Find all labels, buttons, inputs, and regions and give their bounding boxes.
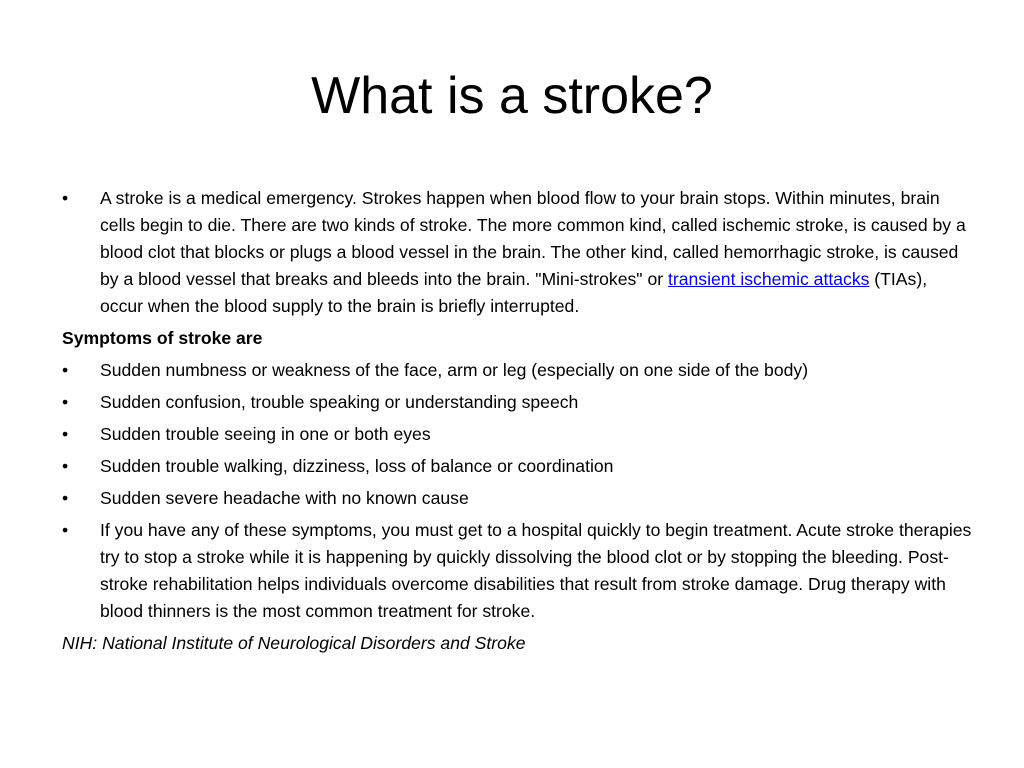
slide-title: What is a stroke?	[311, 67, 713, 125]
intro-bullet	[62, 185, 972, 320]
symptom-text: Sudden trouble walking, dizziness, loss of balance or coordination	[100, 456, 614, 476]
bullet-marker: •	[62, 488, 69, 508]
symptom-item	[62, 389, 972, 416]
tia-link[interactable]: transient ischemic attacks	[667, 269, 870, 289]
bullet-marker: •	[62, 188, 69, 208]
intro-text-before: A stroke is a medical emergency. Strokes happen when blood flow to your brain stops. Within minutes, brain cells begin to die. There are two kinds of stroke. The more common kind, called ischemic stroke, is caused by a blood clot that blocks or plugs a blood vessel in the brain. The other kind, called hemorrhagic stroke, is caused by a blood vessel that breaks and bleeds into the brain. "Mini-strokes" or	[100, 188, 966, 289]
symptom-text: Sudden severe headache with no known cause	[100, 488, 469, 508]
source-citation: NIH: National Institute of Neurological Disorders and Stroke	[62, 633, 526, 653]
symptom-text: Sudden confusion, trouble speaking or understanding speech	[100, 392, 579, 412]
symptom-item	[62, 453, 972, 480]
symptom-item	[62, 421, 972, 448]
intro-text-after: (TIAs), occur when the blood supply to the brain is briefly interrupted.	[100, 269, 928, 316]
symptom-text: Sudden numbness or weakness of the face, arm or leg (especially on one side of the body)	[100, 360, 809, 380]
symptom-item	[62, 357, 972, 384]
slide-content	[62, 185, 972, 657]
symptoms-heading: Symptoms of stroke are	[62, 328, 263, 348]
bullet-marker: •	[62, 424, 69, 444]
symptom-text: Sudden trouble seeing in one or both eyes	[100, 424, 431, 444]
treatment-item	[62, 517, 972, 625]
bullet-marker: •	[62, 392, 69, 412]
bullet-marker: •	[62, 520, 69, 540]
treatment-text: If you have any of these symptoms, you must get to a hospital quickly to begin treatment. Acute stroke therapies try to stop a stroke while it is happening by quickly dissolving the blood clot or by stopping the bleeding. Post-stroke rehabilitation helps individuals overcome disabilities that result from stroke damage. Drug therapy with blood thinners is the most common treatment for stroke.	[100, 520, 972, 621]
symptom-item	[62, 485, 972, 512]
bullet-marker: •	[62, 456, 69, 476]
bullet-marker: •	[62, 360, 69, 380]
